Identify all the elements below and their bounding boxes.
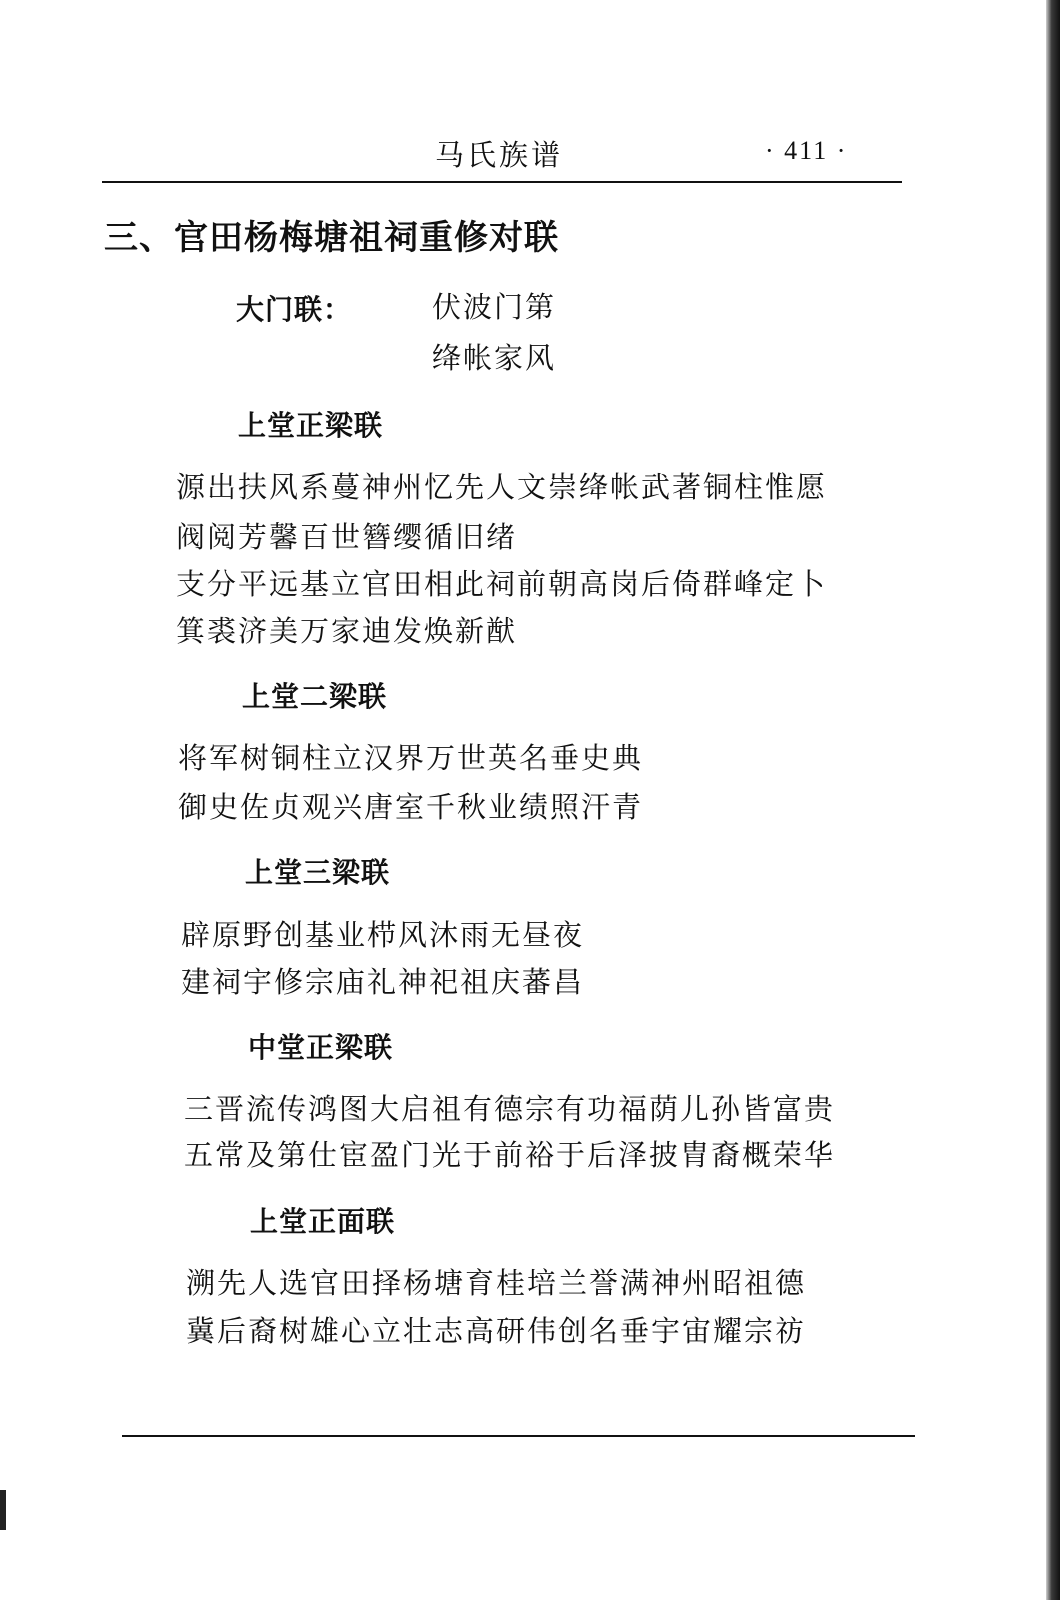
couplet-line: 源出扶风系蔓神州忆先人文崇绛帐武著铜柱惟愿 bbox=[176, 470, 828, 504]
header-rule bbox=[102, 181, 902, 183]
page-edge-shadow bbox=[1046, 0, 1060, 1600]
couplet-line: 将军树铜柱立汉界万世英名垂史典 bbox=[178, 741, 644, 775]
couplet-line: 辟原野创基业栉风沐雨无昼夜 bbox=[181, 918, 585, 952]
couplet-label: 上堂三梁联 bbox=[245, 856, 391, 889]
couplet-label: 中堂正梁联 bbox=[248, 1031, 394, 1064]
couplet-line: 溯先人选官田择杨塘育桂培兰誉满神州昭祖德 bbox=[186, 1266, 807, 1300]
couplet-label: 上堂二梁联 bbox=[242, 680, 388, 713]
couplet-line: 建祠宇修宗庙礼神祀祖庆蕃昌 bbox=[181, 965, 585, 999]
couplet-line: 箕裘济美万家迪发焕新猷 bbox=[176, 614, 518, 648]
couplet-line: 五常及第仕宦盈门光于前裕于后泽披胄裔概荣华 bbox=[184, 1138, 836, 1172]
couplet-line: 支分平远基立官田相此祠前朝高岗后倚群峰定卜 bbox=[176, 567, 828, 601]
couplet-line: 御史佐贞观兴唐室千秋业绩照汗青 bbox=[178, 790, 644, 824]
footer-rule bbox=[122, 1435, 915, 1437]
page-number: · 411 · bbox=[765, 136, 848, 165]
couplet-line: 冀后裔树雄心立壮志高研伟创名垂宇宙耀宗祊 bbox=[186, 1314, 807, 1348]
section-title: 三、官田杨梅塘祖祠重修对联 bbox=[104, 218, 559, 258]
scan-mark bbox=[0, 1490, 6, 1530]
gate-couplet-label: 大门联： bbox=[236, 293, 353, 326]
couplet-line: 阀阅芳馨百世簪缨循旧绪 bbox=[176, 520, 518, 554]
couplet-label: 上堂正梁联 bbox=[238, 409, 384, 442]
couplet-label: 上堂正面联 bbox=[250, 1205, 396, 1238]
gate-couplet-line: 伏波门第 bbox=[432, 290, 557, 324]
gate-couplet-line: 绛帐家风 bbox=[432, 341, 557, 375]
running-header-title: 马氏族谱 bbox=[435, 138, 564, 172]
couplet-line: 三晋流传鸿图大启祖有德宗有功福荫儿孙皆富贵 bbox=[184, 1092, 836, 1126]
